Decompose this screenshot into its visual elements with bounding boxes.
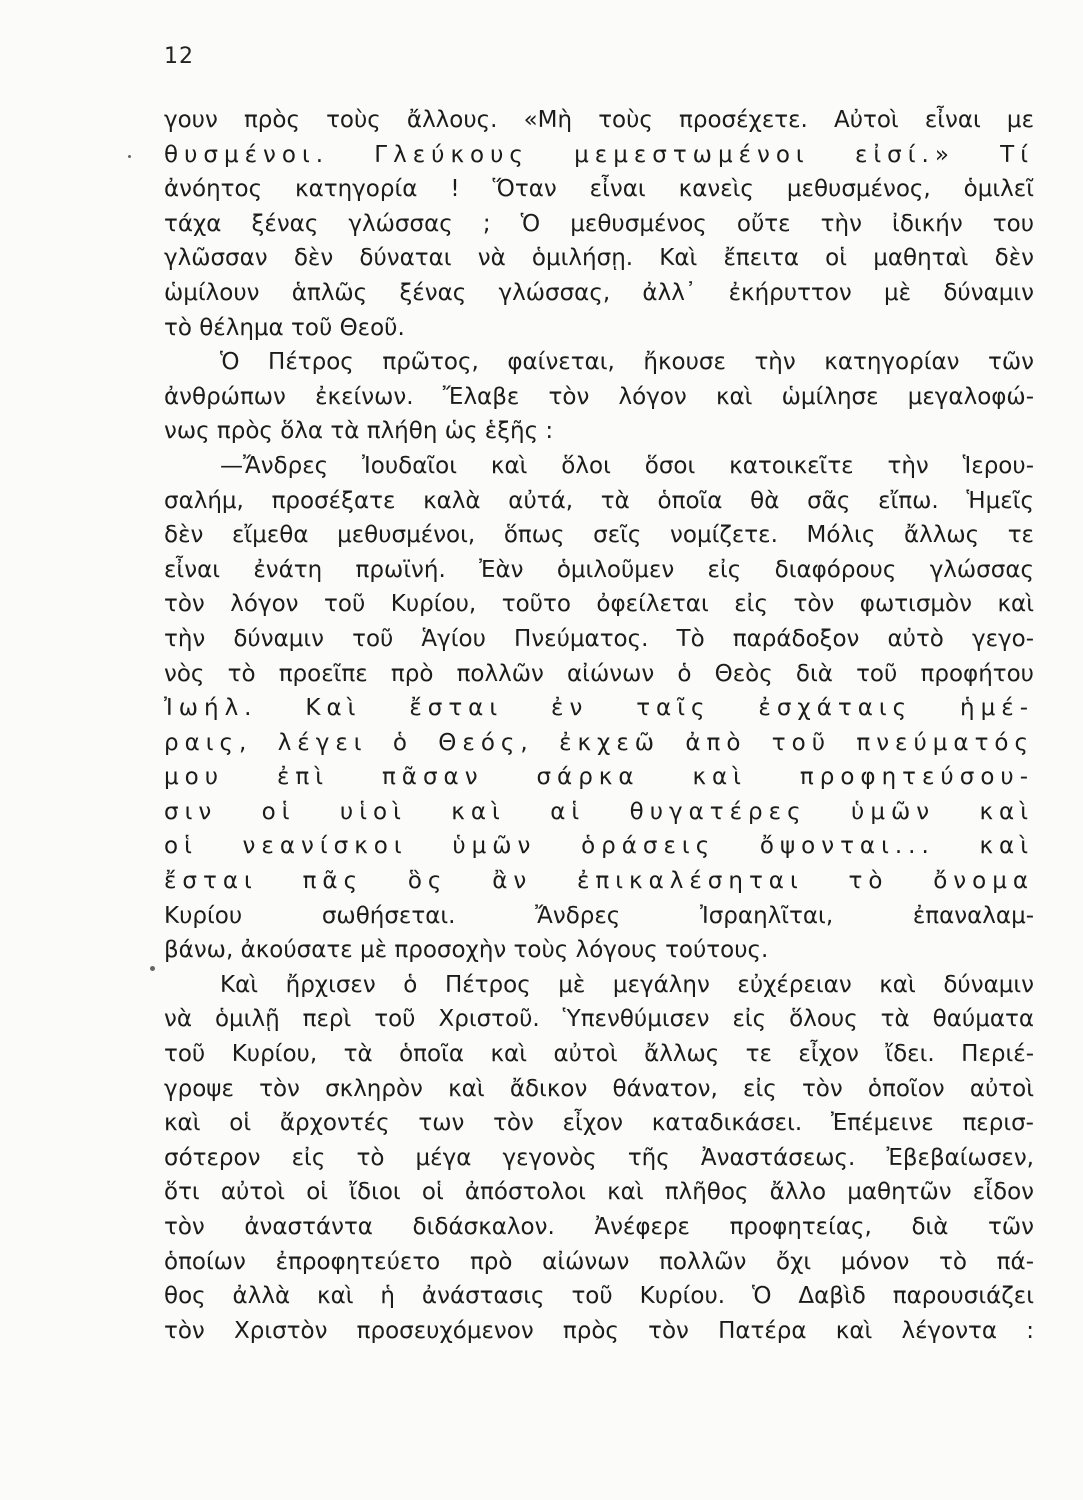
text-line: τάχα ξένας γλώσσας ; Ὁ μεθυσμένος οὔτε τὴν ἰδικήν του — [164, 210, 1034, 237]
text-line: γλῶσσαν δὲν δύναται νὰ ὁμιλήσῃ. Καὶ ἔπειτα οἱ μαθηταὶ δὲν — [164, 245, 1034, 272]
text-line: ἀνόητος κατηγορία ! Ὅταν εἶναι κανεὶς μεθυσμένος, ὁμιλεῖ — [164, 176, 1034, 203]
text-line: τὸν Χριστὸν προσευχόμενον πρὸς τὸν Πατέρα καὶ λέγοντα : — [164, 1317, 1034, 1344]
text-line: γροψε τὸν σκληρὸν καὶ ἄδικον θάνατον, εἰς τὸν ὁποῖον αὐτοὶ — [164, 1075, 1034, 1102]
text-line: ὁποίων ἐπροφητεύετο πρὸ αἰώνων πολλῶν ὄχι μόνον τὸ πά- — [164, 1248, 1034, 1275]
text-line: θος ἀλλὰ καὶ ἡ ἀνάστασις τοῦ Κυρίου. Ὁ Δαβὶδ παρουσιάζει — [164, 1283, 1034, 1310]
text-line: γουν πρὸς τοὺς ἄλλους. «Μὴ τοὺς προσέχετε. Αὐτοὶ εἶναι με — [164, 107, 1034, 133]
text-line: —Ἄνδρες Ἰουδαῖοι καὶ ὅλοι ὅσοι κατοικεῖτε τὴν Ἱερου- — [220, 452, 1034, 479]
text-line: τὴν δύναμιν τοῦ Ἁγίου Πνεύματος. Τὸ παράδοξον αὐτὸ γεγο- — [164, 625, 1034, 652]
text-line: καὶ οἱ ἄρχοντές των τὸν εἶχον καταδικάσει. Ἐπέμεινε περισ- — [164, 1110, 1034, 1137]
page-number: 12 — [164, 44, 194, 69]
text-line: Ἰωήλ. Καὶ ἔσται ἐν ταῖς ἐσχάταις ἡμέ- — [164, 695, 1034, 722]
text-line: νὸς τὸ προεῖπε πρὸ πολλῶν αἰώνων ὁ Θεὸς διὰ τοῦ προφήτου — [164, 660, 1034, 687]
margin-dot — [128, 155, 131, 158]
text-line: βάνω, ἀκούσατε μὲ προσοχὴν τοὺς λόγους τούτους. — [164, 937, 769, 964]
text-line: ἔσται πᾶς ὃς ἂν ἐπικαλέσηται τὸ ὄνομα — [164, 868, 1034, 895]
text-line: ραις, λέγει ὁ Θεός, ἐκχεῶ ἀπὸ τοῦ πνεύματός — [164, 729, 1034, 756]
text-line: ἀνθρώπων ἐκείνων. Ἔλαβε τὸν λόγον καὶ ὡμίλησε μεγαλοφώ- — [164, 383, 1034, 410]
text-line: τὸ θέλημα τοῦ Θεοῦ. — [164, 314, 405, 341]
text-line: σαλήμ, προσέξατε καλὰ αὐτά, τὰ ὁποῖα θὰ σᾶς εἴπω. Ἡμεῖς — [164, 487, 1034, 514]
text-line: τοῦ Κυρίου, τὰ ὁποῖα καὶ αὐτοὶ ἄλλως τε εἶχον ἴδει. Περιέ- — [164, 1041, 1034, 1068]
text-line: ὅτι αὐτοὶ οἱ ἴδιοι οἱ ἀπόστολοι καὶ πλῆθος ἄλλο μαθητῶν εἶδον — [164, 1179, 1034, 1206]
text-line: μου ἐπὶ πᾶσαν σάρκα καὶ προφητεύσου- — [164, 764, 1034, 791]
text-line: ὡμίλουν ἁπλῶς ξένας γλώσσας, ἀλλ᾽ ἐκήρυττον μὲ δύναμιν — [164, 279, 1034, 306]
text-line: δὲν εἴμεθα μεθυσμένοι, ὅπως σεῖς νομίζετε. Μόλις ἄλλως τε — [164, 522, 1034, 549]
text-line: θυσμένοι. Γλεύκους μεμεστωμένοι εἰσί.» Τί — [164, 141, 1034, 168]
text-line: Καὶ ἤρχισεν ὁ Πέτρος μὲ μεγάλην εὐχέρειαν καὶ δύναμιν — [220, 971, 1034, 998]
text-line: τὸν λόγον τοῦ Κυρίου, τοῦτο ὀφείλεται εἰς τὸν φωτισμὸν καὶ — [164, 591, 1034, 618]
text-line: Ὁ Πέτρος πρῶτος, φαίνεται, ἤκουσε τὴν κατηγορίαν τῶν — [220, 349, 1034, 376]
text-line: τὸν ἀναστάντα διδάσκαλον. Ἀνέφερε προφητείας, διὰ τῶν — [164, 1214, 1034, 1240]
text-line: Κυρίου σωθήσεται. Ἄνδρες Ἰσραηλῖται, ἐπαναλαμ- — [164, 902, 1034, 929]
text-line: εἶναι ἐνάτη πρωϊνή. Ἐὰν ὁμιλοῦμεν εἰς διαφόρους γλώσσας — [164, 556, 1034, 583]
text-line: νὰ ὁμιλῇ περὶ τοῦ Χριστοῦ. Ὑπενθύμισεν εἰς ὅλους τὰ θαύματα — [164, 1006, 1034, 1033]
body-text — [164, 103, 1034, 1348]
margin-dot — [150, 966, 155, 971]
text-line: σότερον εἰς τὸ μέγα γεγονὸς τῆς Ἀναστάσεως. Ἐβεβαίωσεν, — [164, 1144, 1034, 1171]
text-line: νως πρὸς ὅλα τὰ πλήθη ὡς ἑξῆς : — [164, 418, 554, 445]
text-line: σιν οἱ υἱοὶ καὶ αἱ θυγατέρες ὑμῶν καὶ — [164, 798, 1034, 825]
text-line: οἱ νεανίσκοι ὑμῶν ὁράσεις ὄψονται... καὶ — [164, 833, 1034, 860]
